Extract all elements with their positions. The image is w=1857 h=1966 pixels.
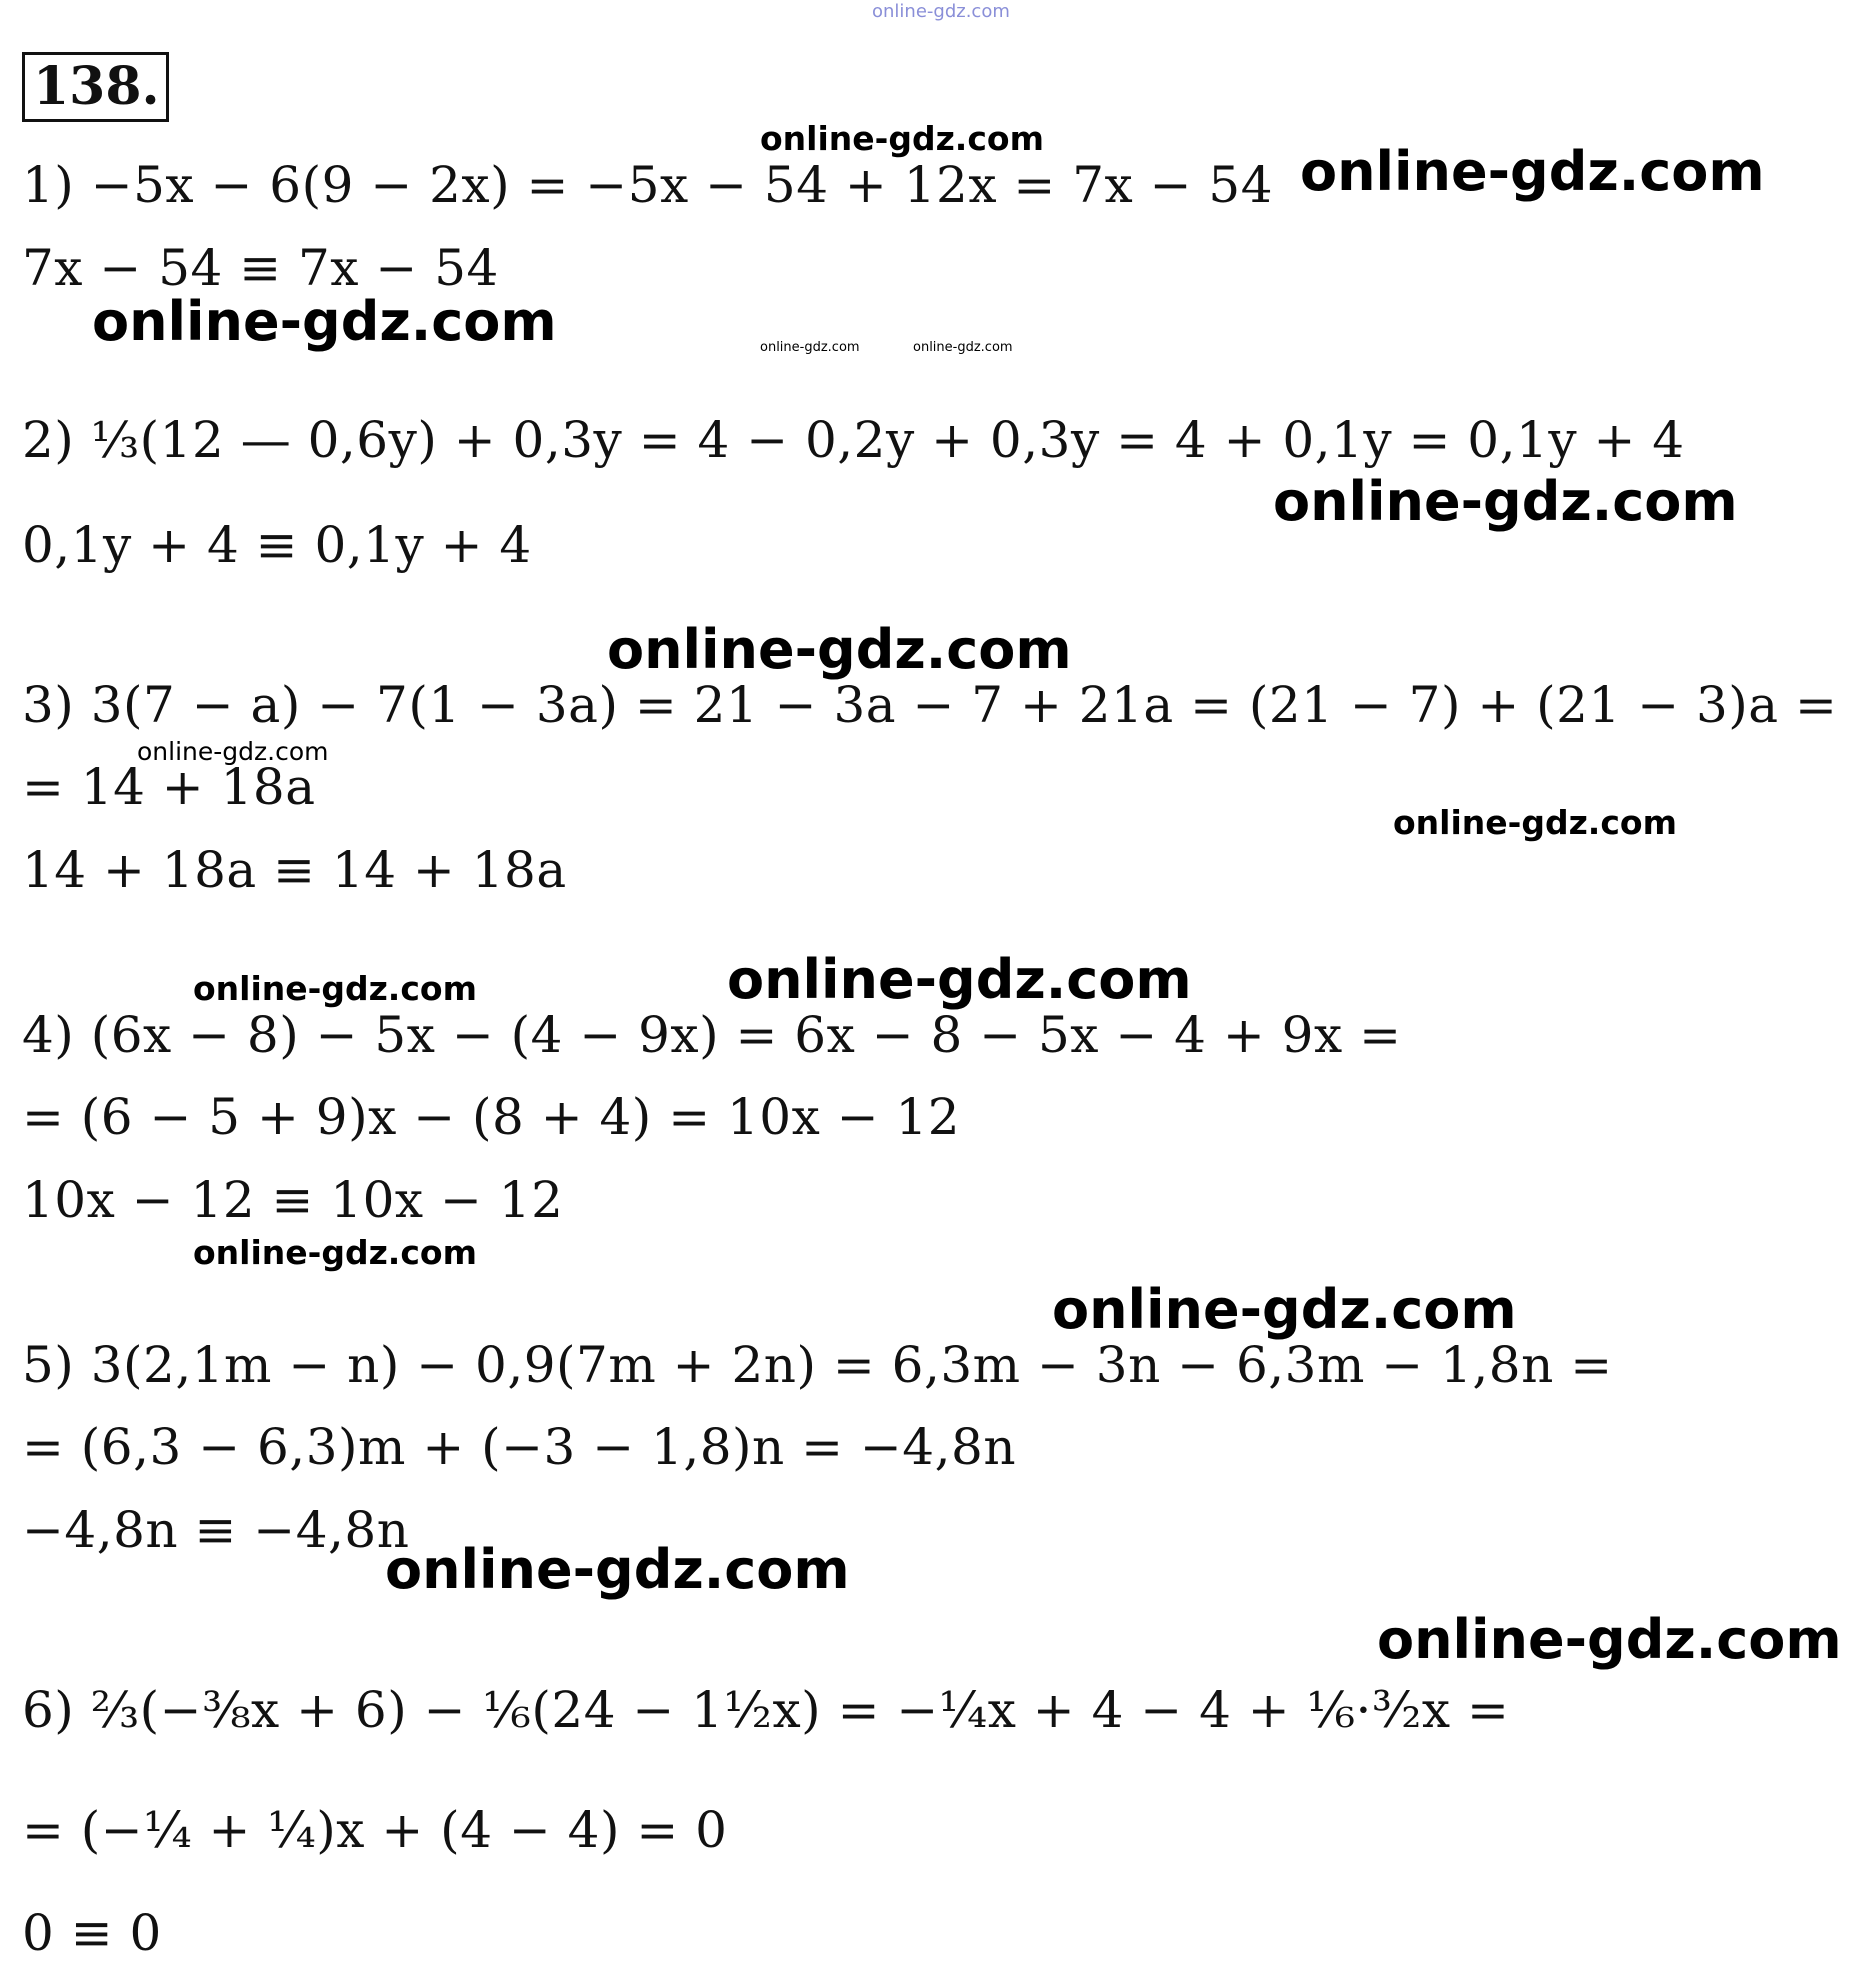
solution-line-7: 14 + 18a ≡ 14 + 18a bbox=[22, 841, 567, 899]
watermark: online-gdz.com bbox=[1393, 803, 1677, 842]
solution-line-8: 4) (6x − 8) − 5x − (4 − 9x) = 6x − 8 − 5x − 4 + 9x = bbox=[22, 1006, 1402, 1064]
solution-line-16: 0 ≡ 0 bbox=[22, 1904, 162, 1962]
watermark: online-gdz.com bbox=[1377, 1608, 1842, 1671]
solution-line-1: 1) −5x − 6(9 − 2x) = −5x − 54 + 12x = 7x − 54 bbox=[22, 156, 1274, 214]
watermark: online-gdz.com bbox=[193, 1233, 477, 1272]
watermark: online-gdz.com bbox=[607, 618, 1072, 681]
watermark: online-gdz.com bbox=[1300, 140, 1765, 203]
solution-line-9: = (6 − 5 + 9)x − (8 + 4) = 10x − 12 bbox=[22, 1088, 961, 1146]
watermark: online-gdz.com bbox=[913, 340, 1013, 355]
watermark: online-gdz.com bbox=[760, 340, 860, 355]
header-watermark: online-gdz.com bbox=[872, 1, 1010, 22]
solution-line-11: 5) 3(2,1m − n) − 0,9(7m + 2n) = 6,3m − 3n − 6,3m − 1,8n = bbox=[22, 1336, 1613, 1394]
watermark: online-gdz.com bbox=[1273, 470, 1738, 533]
solution-line-14: 6) ⅔(−⅜x + 6) − ⅙(24 − 1½x) = −¼x + 4 − 4 + ⅙·³⁄₂x = bbox=[22, 1681, 1510, 1739]
watermark: online-gdz.com bbox=[137, 737, 329, 766]
solution-line-2: 7x − 54 ≡ 7x − 54 bbox=[22, 239, 499, 297]
solution-line-15: = (−¼ + ¼)x + (4 − 4) = 0 bbox=[22, 1801, 728, 1859]
watermark: online-gdz.com bbox=[1052, 1278, 1517, 1341]
solution-line-6: = 14 + 18a bbox=[22, 758, 316, 816]
watermark: online-gdz.com bbox=[385, 1538, 850, 1601]
watermark: online-gdz.com bbox=[92, 290, 557, 353]
solution-line-5: 3) 3(7 − a) − 7(1 − 3a) = 21 − 3a − 7 + 21a = (21 − 7) + (21 − 3)a = bbox=[22, 676, 1838, 734]
solution-line-3: 2) ⅓(12 — 0,6y) + 0,3y = 4 − 0,2y + 0,3y = 4 + 0,1y = 0,1y + 4 bbox=[22, 411, 1685, 469]
solution-line-13: −4,8n ≡ −4,8n bbox=[22, 1501, 410, 1559]
solution-line-10: 10x − 12 ≡ 10x − 12 bbox=[22, 1171, 564, 1229]
watermark: online-gdz.com bbox=[727, 948, 1192, 1011]
task-number: 138. bbox=[22, 52, 169, 122]
solution-line-12: = (6,3 − 6,3)m + (−3 − 1,8)n = −4,8n bbox=[22, 1418, 1017, 1476]
solution-line-4: 0,1y + 4 ≡ 0,1y + 4 bbox=[22, 516, 532, 574]
watermark: online-gdz.com bbox=[193, 969, 477, 1008]
watermark: online-gdz.com bbox=[760, 119, 1044, 158]
